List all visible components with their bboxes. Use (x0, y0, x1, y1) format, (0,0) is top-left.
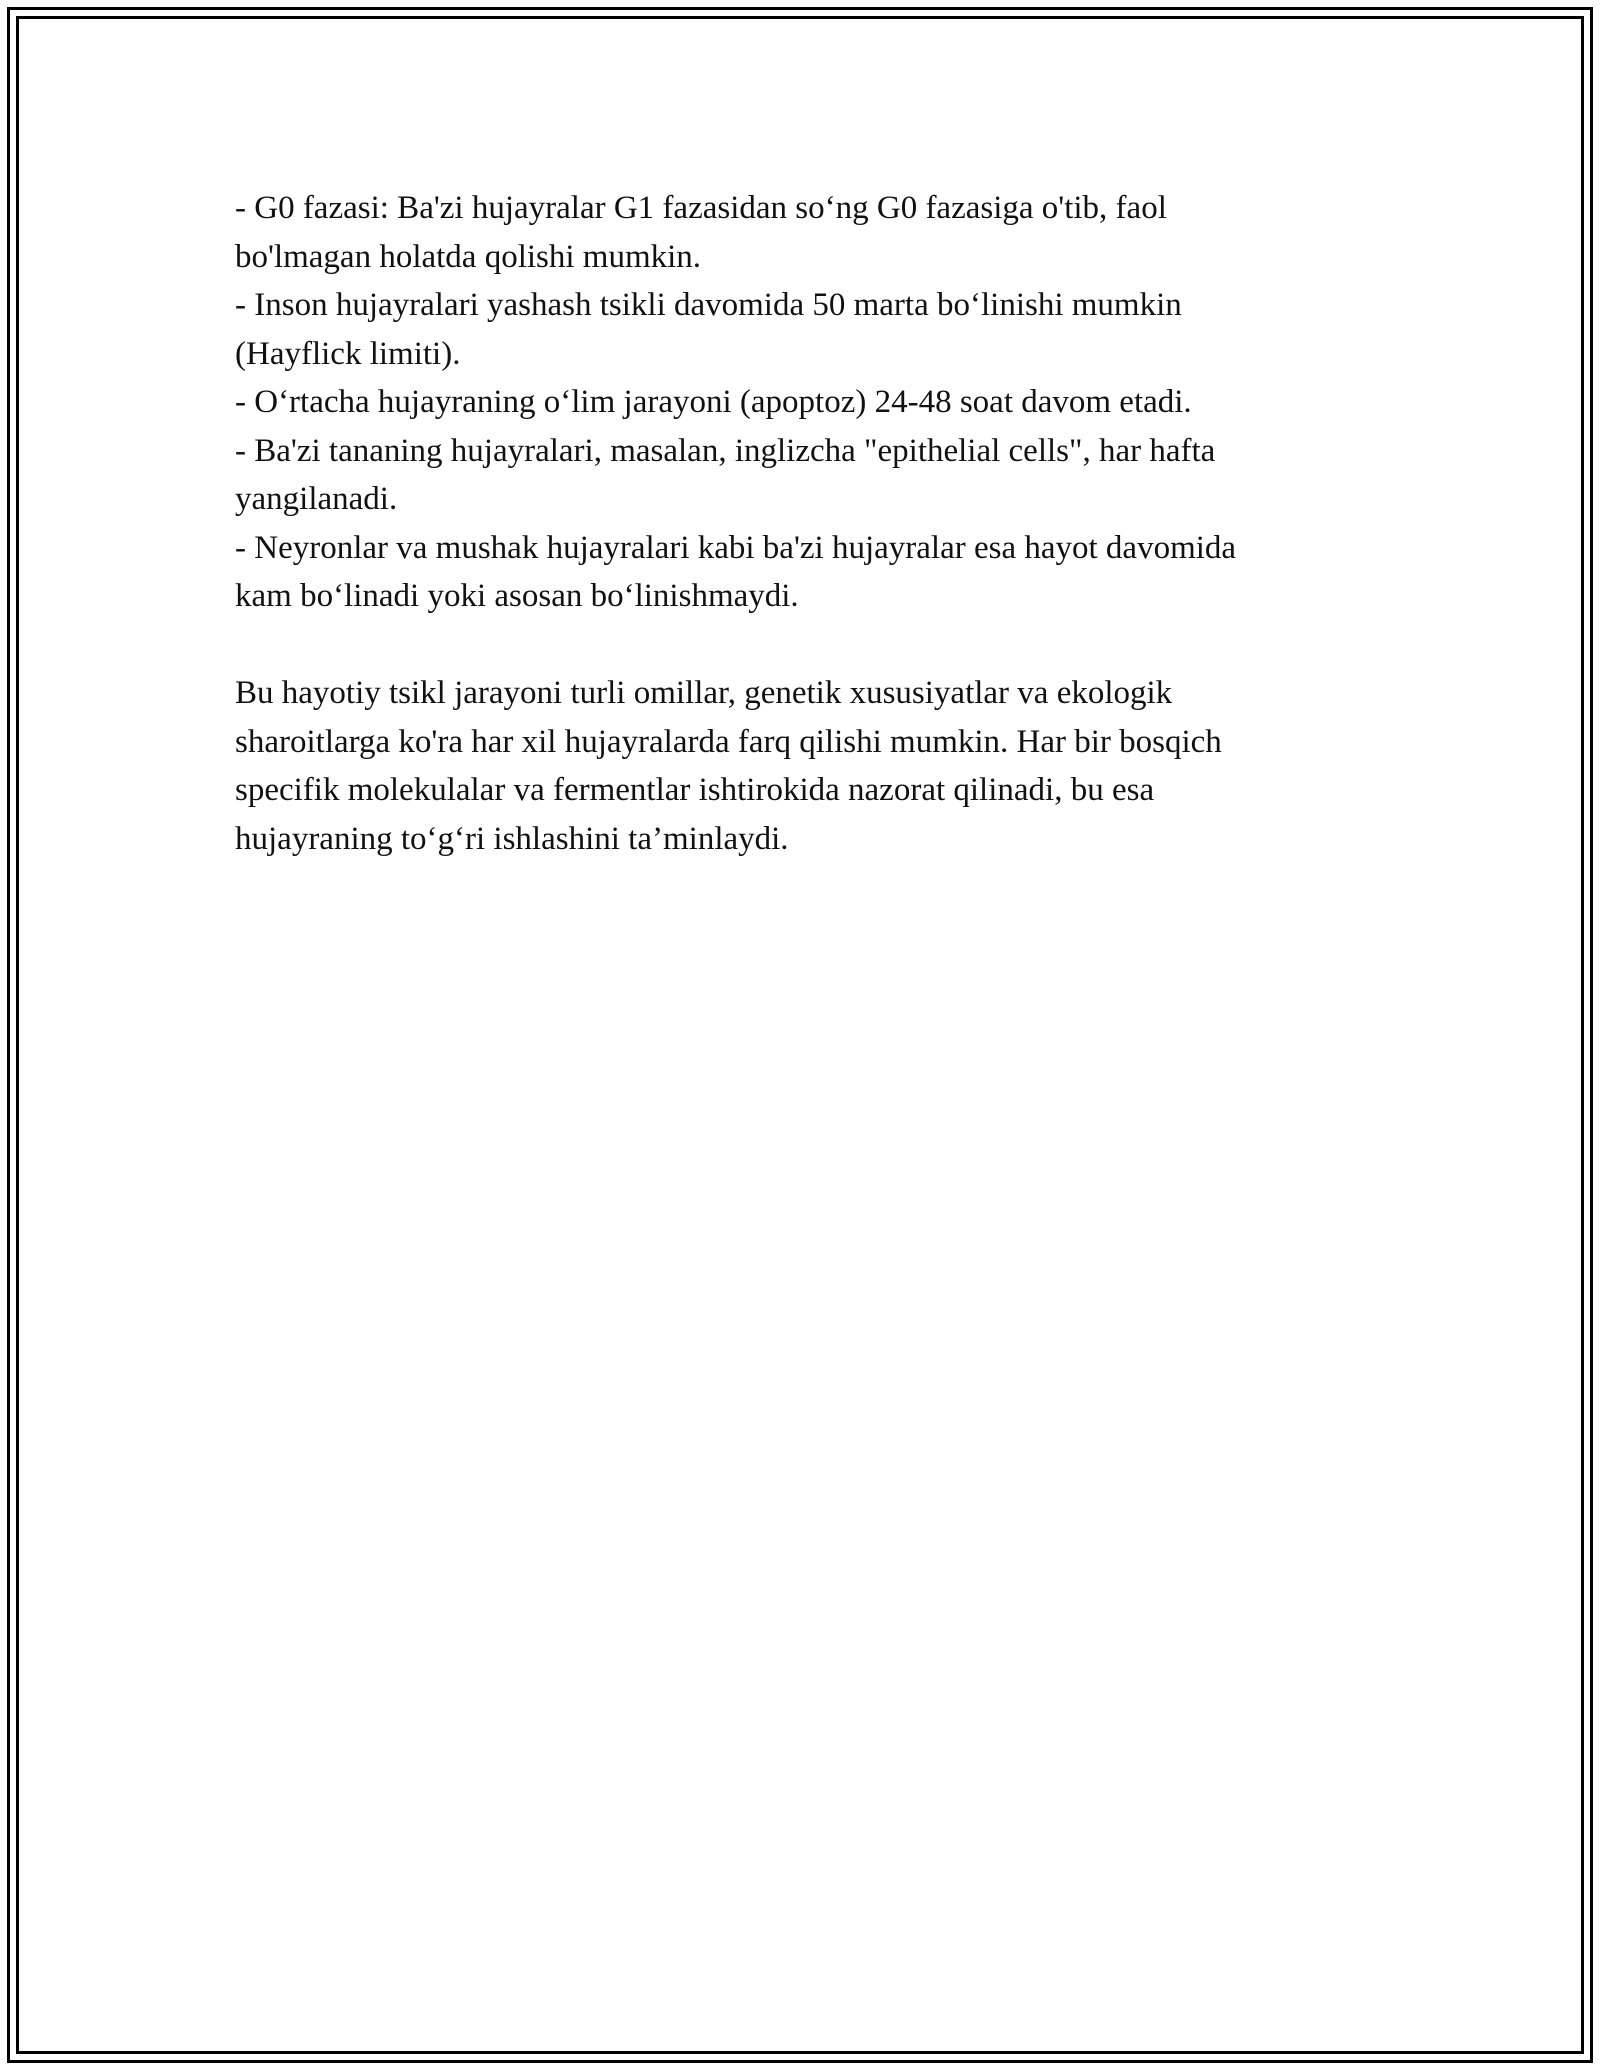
document-body (235, 184, 1365, 863)
bullet-line: yangilanadi. (235, 481, 398, 517)
bullet-line: bo'lmagan holatda qolishi mumkin. (235, 238, 702, 275)
bullet-item (235, 281, 1365, 378)
bullet-item (235, 427, 1365, 524)
bullet-line: - Inson hujayralari yashash tsikli davomida 50 marta bo‘linishi mumkin (235, 287, 1182, 323)
bullet-line: - Ba'zi tananing hujayralari, masalan, inglizcha "epithelial cells", har hafta (235, 432, 1216, 469)
summary-line: Bu hayotiy tsikl jarayoni turli omillar, genetik xususiyatlar va ekologik (235, 675, 1173, 711)
bullet-item (235, 524, 1365, 621)
summary-line: specifik molekulalar va fermentlar ishtirokida nazorat qilinadi, bu esa (235, 772, 1155, 808)
summary-paragraph (235, 669, 1365, 863)
bullet-list (235, 184, 1365, 621)
bullet-item (235, 378, 1365, 427)
summary-line: hujayraning to‘g‘ri ishlashini ta’minlaydi. (235, 820, 789, 857)
bullet-line: kam bo‘linadi yoki asosan bo‘linishmaydi. (235, 578, 799, 614)
bullet-line: - Neyronlar va mushak hujayralari kabi ba'zi hujayralar esa hayot davomida (235, 529, 1237, 566)
bullet-item (235, 184, 1365, 281)
paragraph-gap (235, 621, 1365, 670)
bullet-line: - O‘rtacha hujayraning o‘lim jarayoni (apoptoz) 24-48 soat davom etadi. (235, 384, 1192, 420)
summary-line: sharoitlarga ko'ra har xil hujayralarda farq qilishi mumkin. Har bir bosqich (235, 723, 1222, 760)
bullet-line: (Hayflick limiti). (235, 335, 461, 372)
bullet-line: - G0 fazasi: Ba'zi hujayralar G1 fazasidan so‘ng G0 fazasiga o'tib, faol (235, 190, 1167, 226)
